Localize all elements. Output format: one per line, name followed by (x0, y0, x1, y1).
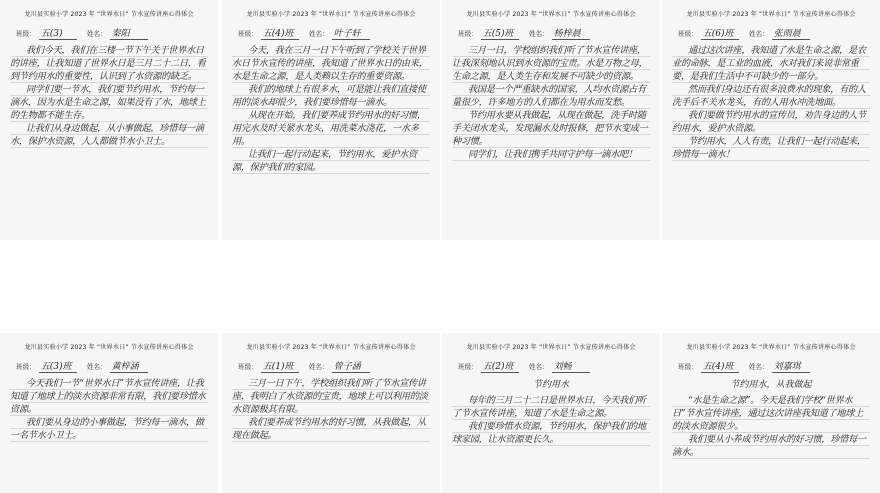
sheet-meta (16, 359, 218, 373)
name-label: 姓名： (308, 363, 329, 371)
essay-body (672, 44, 870, 161)
essay-paragraph: 今天，我在三月一日下午听到了学校关于世界水日节水宣传的讲座，我知道了世界水日的由来，水是生命之源，是人类赖以生存的重要资源。 (232, 45, 428, 82)
sheet-meta (678, 26, 880, 40)
name-label: 姓名： (308, 30, 329, 38)
essay-paragraph: 让我们一起行动起来，节约用水，爱护水资源，保护我们的家园。 (232, 149, 417, 173)
class-label: 班级： (16, 30, 36, 38)
essay-paragraph: “水是生命之源”。今天是我们学校“世界水日”节水宣传讲座，通过这次讲座我知道了地球上的淡水资源很少。 (672, 395, 864, 432)
essay-body (10, 377, 208, 442)
essay-paragraph: 同学们，让我们携手共同守护每一滴水吧！ (468, 149, 637, 160)
essay-paragraph: 我们要养成节约用水的好习惯，从我做起，从现在做起。 (232, 417, 426, 441)
sheet-meta (16, 26, 218, 40)
name-value: 刘嘉琪 (772, 359, 810, 373)
class-value: 五(6)班 (701, 26, 739, 40)
essay-title: 节约用水，从我做起 (730, 380, 812, 390)
essay-paragraph: 今天我们一节“世界水日”节水宣传讲座，让我知道了地球上的淡水资源非常有限，我们要珍惜水资源。 (10, 378, 206, 415)
class-label: 班级： (678, 363, 698, 371)
essay-body (232, 377, 430, 442)
sheet-header: 龙川县实验小学 2023 年 “世界水日” 节水宣传讲座心得体会 (246, 344, 416, 351)
name-value: 叶子轩 (332, 26, 370, 40)
essay-title: 节约用水 (532, 380, 569, 390)
sheet-header: 龙川县实验小学 2023 年 “世界水日” 节水宣传讲座心得体会 (466, 11, 636, 18)
essay-paragraph: 同学们要一节水，我们要节约用水，节约每一滴水，因为水是生命之源，如果没有了水，地球上的生物都不能生存。 (10, 84, 206, 121)
essay-sheet (222, 333, 440, 493)
class-value: 五(2)班 (481, 359, 519, 373)
essay-paragraph: 节约用水要从我做起，从现在做起，洗手时随手关闭水龙头，发现漏水及时报修，把节水变成一种习惯。 (452, 110, 648, 147)
sheet-header: 龙川县实验小学 2023 年 “世界水日” 节水宣传讲座心得体会 (466, 344, 636, 351)
essay-body (452, 44, 650, 161)
name-value: 秦阳 (110, 26, 148, 40)
essay-paragraph: 三月一日，学校组织我们听了节水宣传讲座，让我深刻地认识到水资源的宝贵。水是万物之母，生命之源，是人类生存和发展不可缺少的资源。 (452, 45, 648, 82)
essay-paragraph: 我国是一个严重缺水的国家，人均水资源占有量很少，许多地方的人们都在为用水而发愁。 (452, 84, 646, 108)
name-value: 黄梓涵 (110, 359, 148, 373)
class-label: 班级： (458, 30, 478, 38)
sheet-meta (238, 359, 440, 373)
essay-sheet (222, 0, 440, 240)
name-label: 姓名： (86, 30, 107, 38)
name-value: 杨梓晨 (552, 26, 590, 40)
essay-sheet (662, 0, 880, 240)
class-value: 五(3) (39, 26, 77, 40)
class-label: 班级： (678, 30, 698, 38)
essay-sheet (442, 333, 660, 493)
essay-paragraph: 我们要从小养成节约用水的好习惯，珍惜每一滴水。 (672, 434, 866, 458)
sheet-meta (238, 26, 440, 40)
essay-paragraph: 我们的地球上有很多水，可是能让我们直接使用的淡水却很少，我们要珍惜每一滴水。 (232, 84, 426, 108)
class-label: 班级： (238, 30, 258, 38)
name-label: 姓名： (528, 363, 549, 371)
essay-paragraph: 让我们从身边做起，从小事做起，珍惜每一滴水，保护水资源，人人都做节水小卫士。 (10, 123, 204, 147)
essay-body (672, 394, 870, 459)
essay-paragraph: 我们要珍惜水资源，节约用水，保护我们的地球家园，让水资源更长久。 (452, 421, 646, 445)
class-value: 五(5)班 (481, 26, 519, 40)
essay-body (452, 394, 650, 446)
name-label: 姓名： (748, 30, 769, 38)
essay-sheet (442, 0, 660, 240)
essay-body (10, 44, 208, 148)
sheet-meta (678, 359, 880, 373)
class-label: 班级： (16, 363, 36, 371)
name-label: 姓名： (528, 30, 549, 38)
essay-paragraph: 通过这次讲座，我知道了水是生命之源，是农业的命脉，是工业的血液，水对我们来说非常重要，是我们生活中不可缺少的一部分。 (672, 45, 866, 82)
essay-paragraph: 从现在开始，我们要养成节约用水的好习惯，用完水及时关紧水龙头，用洗菜水浇花，一水多用。 (232, 110, 426, 147)
name-label: 姓名： (86, 363, 107, 371)
class-value: 五(3)班 (39, 359, 77, 373)
essay-paragraph: 每年的三月二十二日是世界水日，今天我们听了节水宣传讲座，知道了水是生命之源。 (452, 395, 646, 419)
class-value: 五(4)班 (701, 359, 739, 373)
sheet-meta (458, 26, 660, 40)
essay-sheet (662, 333, 880, 493)
name-value: 刘畅 (552, 359, 590, 373)
sheet-header: 龙川县实验小学 2023 年 “世界水日” 节水宣传讲座心得体会 (246, 11, 416, 18)
class-value: 五(1)班 (261, 359, 299, 373)
essay-paragraph: 我们要从身边的小事做起，节约每一滴水，做一名节水小卫士。 (10, 417, 204, 441)
name-value: 张雨晨 (772, 26, 810, 40)
class-value: 五(4)班 (261, 26, 299, 40)
sheet-header: 龙川县实验小学 2023 年 “世界水日” 节水宣传讲座心得体会 (686, 11, 856, 18)
sheet-header: 龙川县实验小学 2023 年 “世界水日” 节水宣传讲座心得体会 (24, 11, 194, 18)
sheet-header: 龙川县实验小学 2023 年 “世界水日” 节水宣传讲座心得体会 (24, 344, 194, 351)
class-label: 班级： (458, 363, 478, 371)
essay-paragraph: 三月一日下午，学校组织我们听了节水宣传讲座，我明白了水资源的宝贵，地球上可以利用的淡水资源极其有限。 (232, 378, 428, 415)
essay-paragraph: 然而我们身边还有很多浪费水的现象，有的人洗手后不关水龙头，有的人用水冲洗地面。 (672, 84, 866, 108)
sheet-header: 龙川县实验小学 2023 年 “世界水日” 节水宣传讲座心得体会 (686, 344, 856, 351)
sheet-meta (458, 359, 660, 373)
class-label: 班级： (238, 363, 258, 371)
essay-body (232, 44, 430, 174)
essay-paragraph: 我们今天，我们在三楼一节下午关于世界水日的讲座，让我知道了世界水日是三月二十二日，看到节约用水的重要性，认识到了水资源的缺乏。 (10, 45, 206, 82)
essay-paragraph: 节约用水，人人有责，让我们一起行动起来，珍惜每一滴水！ (672, 136, 866, 160)
name-label: 姓名： (748, 363, 769, 371)
essay-sheet (0, 333, 218, 493)
name-value: 曾子涵 (332, 359, 370, 373)
essay-paragraph: 我们要做节约用水的宣传员，劝告身边的人节约用水，爱护水资源。 (672, 110, 866, 134)
essay-sheet (0, 0, 218, 240)
